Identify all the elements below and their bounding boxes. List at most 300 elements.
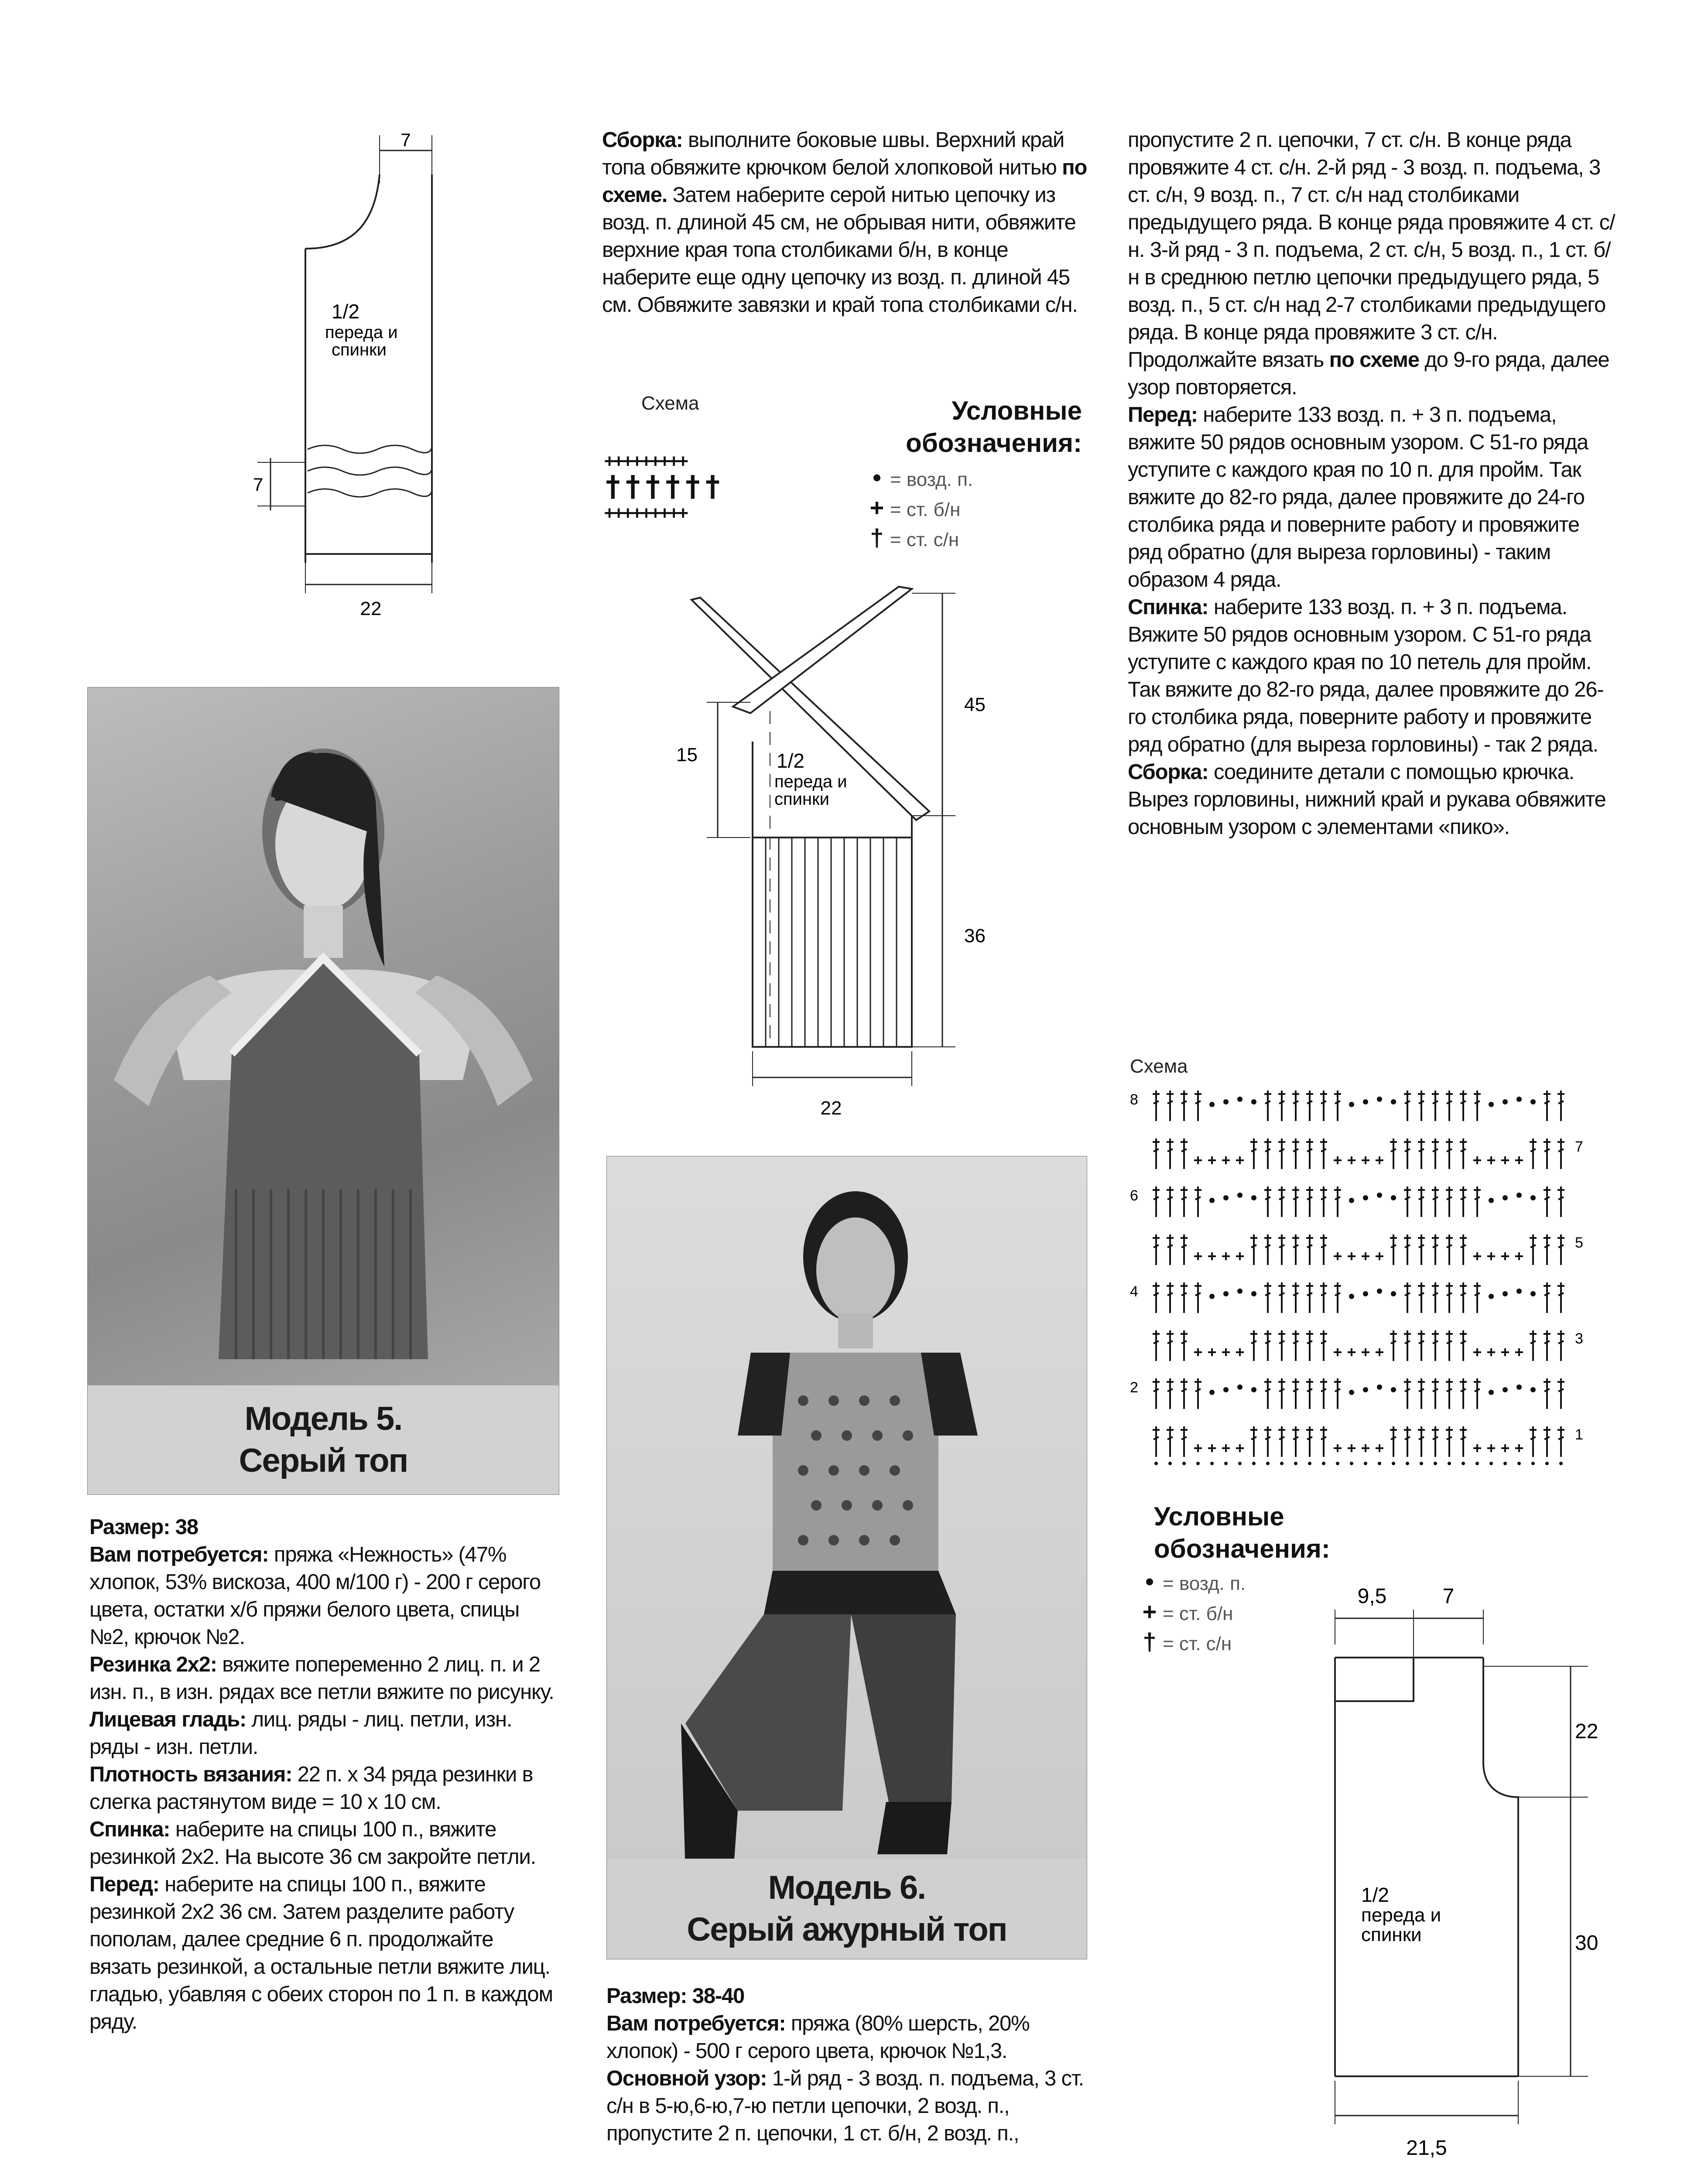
chain-mark [1503, 1462, 1507, 1465]
double-crochet-mark [1446, 1090, 1453, 1121]
double-crochet-mark [1460, 1138, 1467, 1169]
chain-mark [1377, 1193, 1382, 1198]
rib-label: Резинка 2х2: [89, 1653, 217, 1676]
dim-15: 15 [676, 744, 698, 766]
double-crochet-mark [1153, 1330, 1160, 1361]
double-crochet-mark [1153, 1426, 1160, 1457]
chain-mark [1237, 1193, 1242, 1198]
single-crochet-mark [1487, 1444, 1495, 1452]
chain-mark [1168, 1462, 1172, 1465]
double-crochet-mark [1278, 1378, 1285, 1409]
dim-top: 7 [400, 130, 411, 150]
single-crochet-mark [1334, 1156, 1342, 1164]
double-crochet-mark [1418, 1090, 1425, 1121]
single-crochet-mark [1501, 1348, 1509, 1356]
legend-2-title-1: Условные [1154, 1502, 1284, 1531]
chain-mark [1209, 1198, 1215, 1203]
chain-mark [1237, 1289, 1242, 1294]
single-crochet-icon: + [1142, 1598, 1157, 1625]
size-label: Размер: 38 [89, 1515, 198, 1539]
dim-30: 30 [1575, 1931, 1598, 1955]
double-crochet-mark [1460, 1282, 1467, 1313]
double-crochet-mark [1557, 1186, 1564, 1217]
double-crochet-icon: † [870, 524, 884, 551]
need-label-6: Вам потребуется: [606, 2012, 786, 2035]
double-crochet-mark [1418, 1138, 1425, 1169]
double-crochet-mark [1334, 1090, 1341, 1121]
double-crochet-mark [1153, 1378, 1160, 1409]
chain-mark [1349, 1390, 1354, 1395]
pattern-continued-bold: по схеме [1329, 348, 1419, 372]
chain-mark [1350, 1462, 1353, 1465]
double-crochet-mark [1250, 1426, 1257, 1457]
single-crochet-mark [1208, 1348, 1216, 1356]
double-crochet-mark [1264, 1378, 1271, 1409]
double-crochet-mark [1181, 1234, 1188, 1265]
chain-mark [1349, 1102, 1354, 1107]
double-crochet-mark [1544, 1234, 1551, 1265]
single-crochet-mark [1487, 1252, 1495, 1260]
stockinette-text: лиц. ряды - лиц. петли, изн. ряды - изн. петли. [89, 1708, 512, 1759]
chain-mark [1391, 1387, 1396, 1392]
double-crochet-mark [1460, 1234, 1467, 1265]
chain-mark [1322, 1462, 1325, 1465]
double-crochet-mark [1264, 1234, 1271, 1265]
chain-mark [1363, 1387, 1368, 1392]
chain-mark [1391, 1291, 1396, 1296]
chain-mark [1516, 1384, 1522, 1390]
single-crochet-mark [1208, 1252, 1216, 1260]
row-num-1: 1 [1575, 1426, 1583, 1443]
assembly-text-2: Затем наберите серой нитью цепочку из возд. п. длиной 45 см, не обрывая нити, обвяжите верхние края топа столбиками б/н, в конце наберите еще одну цепочку из возд. п. длиной 45 см. Обвяжите завязки и край топа столбиками с/н. [602, 183, 1078, 317]
double-crochet-mark [1432, 1186, 1439, 1217]
dim-36: 36 [964, 925, 986, 947]
double-crochet-mark [1418, 1234, 1425, 1265]
double-crochet-mark [1474, 1282, 1481, 1313]
double-crochet-mark [1404, 1234, 1411, 1265]
single-crochet-mark [1376, 1444, 1383, 1452]
diagram-3-label-3: спинки [1361, 1924, 1422, 1945]
chain-mark [1391, 1099, 1396, 1104]
dim-21-5: 21,5 [1406, 2137, 1447, 2160]
chain-mark [1377, 1289, 1382, 1294]
double-crochet-mark [1195, 1378, 1201, 1409]
chain-mark [1294, 1462, 1297, 1465]
single-crochet-mark [1348, 1156, 1355, 1164]
assembly-label-6: Сборка: [1128, 760, 1208, 784]
single-crochet-mark [1362, 1252, 1369, 1260]
chain-mark [1448, 1462, 1451, 1465]
single-crochet-mark [1236, 1156, 1244, 1164]
need-text: пряжа «Нежность» (47% хлопок, 53% вискоза, 400 м/100 г) - 200 г серого цвета, остатки х/б пряжи белого цвета, спицы №2, крючок №2. [89, 1543, 541, 1649]
chain-mark [1182, 1462, 1186, 1465]
chain-mark [1545, 1462, 1549, 1465]
double-crochet-mark [1320, 1186, 1327, 1217]
double-crochet-mark [1557, 1138, 1564, 1169]
legend-1-title-1: Условные [952, 396, 1082, 425]
assembly-bold: по схеме. [602, 156, 1087, 207]
chain-mark [1210, 1462, 1214, 1465]
double-crochet-mark [1544, 1426, 1551, 1457]
double-crochet-mark [1334, 1378, 1341, 1409]
single-crochet-mark [1222, 1444, 1230, 1452]
dim-9-5: 9,5 [1357, 1585, 1387, 1608]
chain-mark [1516, 1193, 1522, 1198]
chain-mark [1237, 1097, 1242, 1102]
chain-stitch-icon: • [1145, 1568, 1154, 1595]
single-crochet-mark [1501, 1156, 1509, 1164]
chain-mark [1252, 1462, 1256, 1465]
double-crochet-mark [1544, 1138, 1551, 1169]
chain-mark [1223, 1099, 1229, 1104]
chain-mark [1363, 1195, 1368, 1200]
assembly-text-6: соедините детали с помощью крючка. Вырез горловины, нижний край и рукава обвяжите основным узором с элементами «пико». [1128, 760, 1606, 839]
double-crochet-mark [1292, 1186, 1299, 1217]
double-crochet-mark [1181, 1378, 1188, 1409]
double-crochet-mark [1432, 1282, 1439, 1313]
chain-mark [1363, 1099, 1368, 1104]
dim-side: 7 [253, 474, 264, 495]
assembly-5-text [602, 126, 1088, 319]
double-crochet-mark [1167, 1234, 1174, 1265]
pattern-diagram-2 [667, 580, 1030, 1156]
double-crochet-mark [1530, 1330, 1537, 1361]
double-crochet-mark [1181, 1138, 1188, 1169]
single-crochet-mark [1348, 1348, 1355, 1356]
legend-2-item-1: • = возд. п. [1136, 1568, 1381, 1598]
single-crochet-mark [1334, 1252, 1342, 1260]
double-crochet-mark [1474, 1186, 1481, 1217]
model-6-caption-line1: Модель 6. [768, 1869, 926, 1906]
schema-1-row-3: +++++++++ [604, 503, 687, 523]
chain-mark [1196, 1462, 1200, 1465]
single-crochet-mark [1194, 1252, 1202, 1260]
double-crochet-mark [1292, 1234, 1299, 1265]
chain-mark [1209, 1390, 1215, 1395]
gauge-label: Плотность вязания: [89, 1763, 292, 1786]
chain-mark [1377, 1384, 1382, 1390]
assembly-label: Сборка: [602, 128, 683, 152]
model-5-figure [88, 687, 559, 1494]
single-crochet-mark [1334, 1348, 1342, 1356]
double-crochet-mark [1418, 1426, 1425, 1457]
double-crochet-mark [1250, 1330, 1257, 1361]
row-num-6: 6 [1130, 1187, 1138, 1204]
double-crochet-mark [1264, 1138, 1271, 1169]
single-crochet-mark [1236, 1252, 1244, 1260]
back-label: Спинка: [89, 1818, 170, 1841]
double-crochet-mark [1292, 1138, 1299, 1169]
double-crochet-mark [1250, 1138, 1257, 1169]
model-6-caption [607, 1859, 1087, 1959]
double-crochet-mark [1432, 1426, 1439, 1457]
chain-mark [1224, 1462, 1228, 1465]
double-crochet-mark [1418, 1378, 1425, 1409]
row-num-3: 3 [1575, 1330, 1583, 1347]
single-crochet-mark [1222, 1156, 1230, 1164]
double-crochet-mark [1320, 1138, 1327, 1169]
single-crochet-mark [1473, 1156, 1481, 1164]
single-crochet-mark [1501, 1444, 1509, 1452]
chain-mark [1503, 1195, 1508, 1200]
single-crochet-mark [1236, 1348, 1244, 1356]
double-crochet-mark [1292, 1378, 1299, 1409]
model-6-text [606, 1983, 1091, 2147]
single-crochet-mark [1487, 1348, 1495, 1356]
single-crochet-mark [1376, 1156, 1383, 1164]
double-crochet-icon: † [1143, 1628, 1157, 1655]
single-crochet-mark [1194, 1156, 1202, 1164]
double-crochet-mark [1460, 1330, 1467, 1361]
double-crochet-mark [1557, 1234, 1564, 1265]
double-crochet-mark [1181, 1186, 1188, 1217]
model-5-photo [87, 687, 559, 1495]
double-crochet-mark [1404, 1378, 1411, 1409]
double-crochet-mark [1390, 1138, 1397, 1169]
double-crochet-mark [1446, 1138, 1453, 1169]
front-label-6: Перед: [1128, 403, 1198, 427]
pattern-diagram-1 [244, 126, 506, 624]
size-label-6: Размер: 38-40 [606, 1984, 745, 2008]
chain-mark [1209, 1294, 1215, 1299]
double-crochet-mark [1320, 1282, 1327, 1313]
double-crochet-mark [1557, 1378, 1564, 1409]
double-crochet-mark [1153, 1234, 1160, 1265]
chain-mark [1223, 1291, 1229, 1296]
single-crochet-mark [1222, 1252, 1230, 1260]
double-crochet-mark [1306, 1330, 1313, 1361]
chain-mark [1391, 1195, 1396, 1200]
row-num-4: 4 [1130, 1283, 1138, 1300]
double-crochet-mark [1320, 1426, 1327, 1457]
chain-mark [1434, 1462, 1437, 1465]
double-crochet-mark [1418, 1186, 1425, 1217]
single-crochet-mark [1334, 1444, 1342, 1452]
single-crochet-mark [1348, 1252, 1355, 1260]
double-crochet-mark [1390, 1330, 1397, 1361]
diagram-2-label-3: спинки [774, 790, 829, 809]
double-crochet-mark [1292, 1090, 1299, 1121]
legend-2-item-3: † = ст. с/н [1136, 1628, 1381, 1658]
double-crochet-mark [1432, 1234, 1439, 1265]
rib-text: вяжите попеременно 2 лиц. п. и 2 изн. п., в изн. рядах все петли вяжите по рисунку. [89, 1653, 554, 1704]
stockinette-label: Лицевая гладь: [89, 1708, 246, 1731]
double-crochet-mark [1278, 1090, 1285, 1121]
diagram-label-3: спинки [332, 340, 387, 359]
chain-mark [1223, 1195, 1229, 1200]
chain-stitch-icon: • [873, 464, 881, 491]
chain-mark [1530, 1099, 1536, 1104]
model-5-caption-line2: Серый топ [239, 1442, 408, 1479]
double-crochet-mark [1292, 1330, 1299, 1361]
schema-2-rows [1153, 1090, 1564, 1465]
double-crochet-mark [1264, 1090, 1271, 1121]
double-crochet-mark [1446, 1378, 1453, 1409]
double-crochet-mark [1446, 1426, 1453, 1457]
double-crochet-mark [1418, 1282, 1425, 1313]
chain-mark [1308, 1462, 1311, 1465]
single-crochet-mark [1208, 1156, 1216, 1164]
model-5-caption [88, 1385, 559, 1494]
double-crochet-mark [1278, 1138, 1285, 1169]
front-label: Перед: [89, 1873, 159, 1896]
pattern-continued-tail: до 9-го ряда, далее узор повторяется. [1128, 348, 1609, 399]
model-5-caption-line1: Модель 5. [244, 1400, 402, 1437]
double-crochet-mark [1153, 1282, 1160, 1313]
double-crochet-mark [1292, 1282, 1299, 1313]
double-crochet-mark [1167, 1330, 1174, 1361]
double-crochet-mark [1404, 1330, 1411, 1361]
double-crochet-mark [1195, 1090, 1201, 1121]
double-crochet-mark [1544, 1090, 1551, 1121]
need-label: Вам потребуется: [89, 1543, 269, 1566]
single-crochet-mark [1362, 1348, 1369, 1356]
chain-mark [1503, 1291, 1508, 1296]
chain-mark [1377, 1097, 1382, 1102]
front-text: наберите на спицы 100 п., вяжите резинкой 2х2 36 см. Затем разделите работу пополам, далее средние 6 п. продолжайте вязать резинкой, а остальные петли вяжите лиц. гладью, убавляя с обеих сторон по 1 п. в каждом ряду. [89, 1873, 553, 2034]
model-6-figure [607, 1156, 1087, 1959]
double-crochet-mark [1390, 1234, 1397, 1265]
dim-bottom: 22 [360, 598, 382, 619]
chain-mark [1266, 1462, 1270, 1465]
double-crochet-mark [1446, 1234, 1453, 1265]
double-crochet-mark [1250, 1234, 1257, 1265]
single-crochet-mark [1515, 1348, 1523, 1356]
chain-mark [1223, 1387, 1229, 1392]
double-crochet-mark [1432, 1138, 1439, 1169]
double-crochet-mark [1167, 1378, 1174, 1409]
double-crochet-mark [1418, 1330, 1425, 1361]
double-crochet-mark [1306, 1234, 1313, 1265]
double-crochet-mark [1181, 1330, 1188, 1361]
pattern-label: Основной узор: [606, 2067, 767, 2090]
single-crochet-mark [1473, 1348, 1481, 1356]
chain-mark [1251, 1291, 1256, 1296]
double-crochet-mark [1167, 1282, 1174, 1313]
double-crochet-mark [1306, 1090, 1313, 1121]
chain-mark [1530, 1195, 1536, 1200]
diagram-2-label-2: переда и [774, 772, 847, 791]
schema-1-row-1: +++++++++ [604, 451, 687, 471]
front-text-6: наберите 133 возд. п. + 3 п. подъема, вяжите 50 рядов основным узором. С 51-го ряда уступите с каждого края по 10 п. для пройм. Так вяжите до 82-го ряда, далее провяжите до 24-го столбика ряда и поверните работу и провяжите ряд обратно (для выреза горловины) - таким образом 4 ряда. [1128, 403, 1588, 591]
chain-mark [1530, 1387, 1536, 1392]
double-crochet-mark [1320, 1090, 1327, 1121]
back-text: наберите на спицы 100 п., вяжите резинкой 2х2. На высоте 36 см закройте петли. [89, 1818, 536, 1869]
double-crochet-mark [1432, 1330, 1439, 1361]
legend-1-item-2: + = ст. б/н [864, 494, 1082, 524]
single-crochet-mark [1194, 1444, 1202, 1452]
model-5-text [89, 1514, 558, 2036]
double-crochet-mark [1334, 1282, 1341, 1313]
chain-mark [1336, 1462, 1339, 1465]
chain-mark [1503, 1387, 1508, 1392]
legend-1-item-3: † = ст. с/н [864, 524, 1082, 554]
double-crochet-mark [1264, 1282, 1271, 1313]
model-6-photo [606, 1156, 1087, 1959]
single-crochet-mark [1515, 1156, 1523, 1164]
double-crochet-mark [1530, 1426, 1537, 1457]
legend-2-item-2: + = ст. б/н [1136, 1598, 1381, 1628]
double-crochet-mark [1264, 1426, 1271, 1457]
single-crochet-mark [1222, 1348, 1230, 1356]
schema-2-title: Схема [1130, 1056, 1188, 1077]
double-crochet-mark [1390, 1426, 1397, 1457]
double-crochet-mark [1278, 1234, 1285, 1265]
chain-mark [1489, 1198, 1494, 1203]
double-crochet-mark [1306, 1378, 1313, 1409]
double-crochet-mark [1530, 1234, 1537, 1265]
diagram-3-label-2: переда и [1361, 1904, 1441, 1926]
double-crochet-mark [1432, 1378, 1439, 1409]
double-crochet-mark [1306, 1282, 1313, 1313]
chain-mark [1238, 1462, 1242, 1465]
model-6-caption-line2: Серый ажурный топ [687, 1911, 1007, 1948]
diagram-3-label-1: 1/2 [1361, 1884, 1389, 1906]
double-crochet-mark [1460, 1090, 1467, 1121]
double-crochet-mark [1292, 1426, 1299, 1457]
chain-mark [1489, 1294, 1494, 1299]
chain-mark [1406, 1462, 1409, 1465]
chain-mark [1154, 1462, 1158, 1465]
chain-mark [1530, 1291, 1536, 1296]
single-crochet-mark [1348, 1444, 1355, 1452]
single-crochet-mark [1194, 1348, 1202, 1356]
back-label-6: Спинка: [1128, 595, 1208, 619]
single-crochet-mark [1501, 1252, 1509, 1260]
pattern-diagram-3 [1309, 1570, 1623, 2172]
double-crochet-mark [1167, 1138, 1174, 1169]
single-crochet-mark [1376, 1348, 1383, 1356]
chain-mark [1516, 1097, 1522, 1102]
double-crochet-mark [1306, 1426, 1313, 1457]
double-crochet-mark [1404, 1138, 1411, 1169]
need-text-6: пряжа (80% шерсть, 20% хлопок) - 500 г серого цвета, крючок №1,3. [606, 2012, 1030, 2063]
double-crochet-mark [1306, 1138, 1313, 1169]
chain-mark [1280, 1462, 1284, 1465]
chain-mark [1475, 1462, 1479, 1465]
chain-mark [1489, 1390, 1494, 1395]
double-crochet-mark [1404, 1090, 1411, 1121]
double-crochet-mark [1195, 1282, 1201, 1313]
dim-45: 45 [964, 694, 986, 715]
chain-mark [1251, 1387, 1256, 1392]
chain-mark [1251, 1099, 1256, 1104]
chain-mark [1363, 1291, 1368, 1296]
chain-mark [1349, 1294, 1354, 1299]
chain-mark [1392, 1462, 1395, 1465]
single-crochet-mark [1473, 1444, 1481, 1452]
chain-mark [1517, 1462, 1521, 1465]
double-crochet-mark [1320, 1330, 1327, 1361]
double-crochet-mark [1167, 1426, 1174, 1457]
chain-mark [1559, 1462, 1563, 1465]
single-crochet-mark [1236, 1444, 1244, 1452]
double-crochet-mark [1530, 1138, 1537, 1169]
schema-2-chart [1130, 1082, 1619, 1466]
back-text-6: наберите 133 возд. п. + 3 п. подъема. Вяжите 50 рядов основным узором. С 51-го ряда уступите с каждого края по 10 петель для пройм. Так вяжите до 82-го ряда, далее провяжите до 26-го столбика ряда, поверните работу и провяжите ряд обратно (для выреза горловины) - так 2 ряда. [1128, 595, 1604, 756]
single-crochet-icon: + [869, 494, 884, 521]
double-crochet-mark [1404, 1282, 1411, 1313]
dim-22: 22 [1575, 1720, 1598, 1743]
chain-mark [1237, 1384, 1242, 1390]
double-crochet-mark [1181, 1090, 1188, 1121]
single-crochet-mark [1515, 1252, 1523, 1260]
double-crochet-mark [1278, 1330, 1285, 1361]
double-crochet-mark [1278, 1282, 1285, 1313]
double-crochet-mark [1446, 1282, 1453, 1313]
schema-1-title: Схема [641, 393, 699, 414]
double-crochet-mark [1278, 1186, 1285, 1217]
